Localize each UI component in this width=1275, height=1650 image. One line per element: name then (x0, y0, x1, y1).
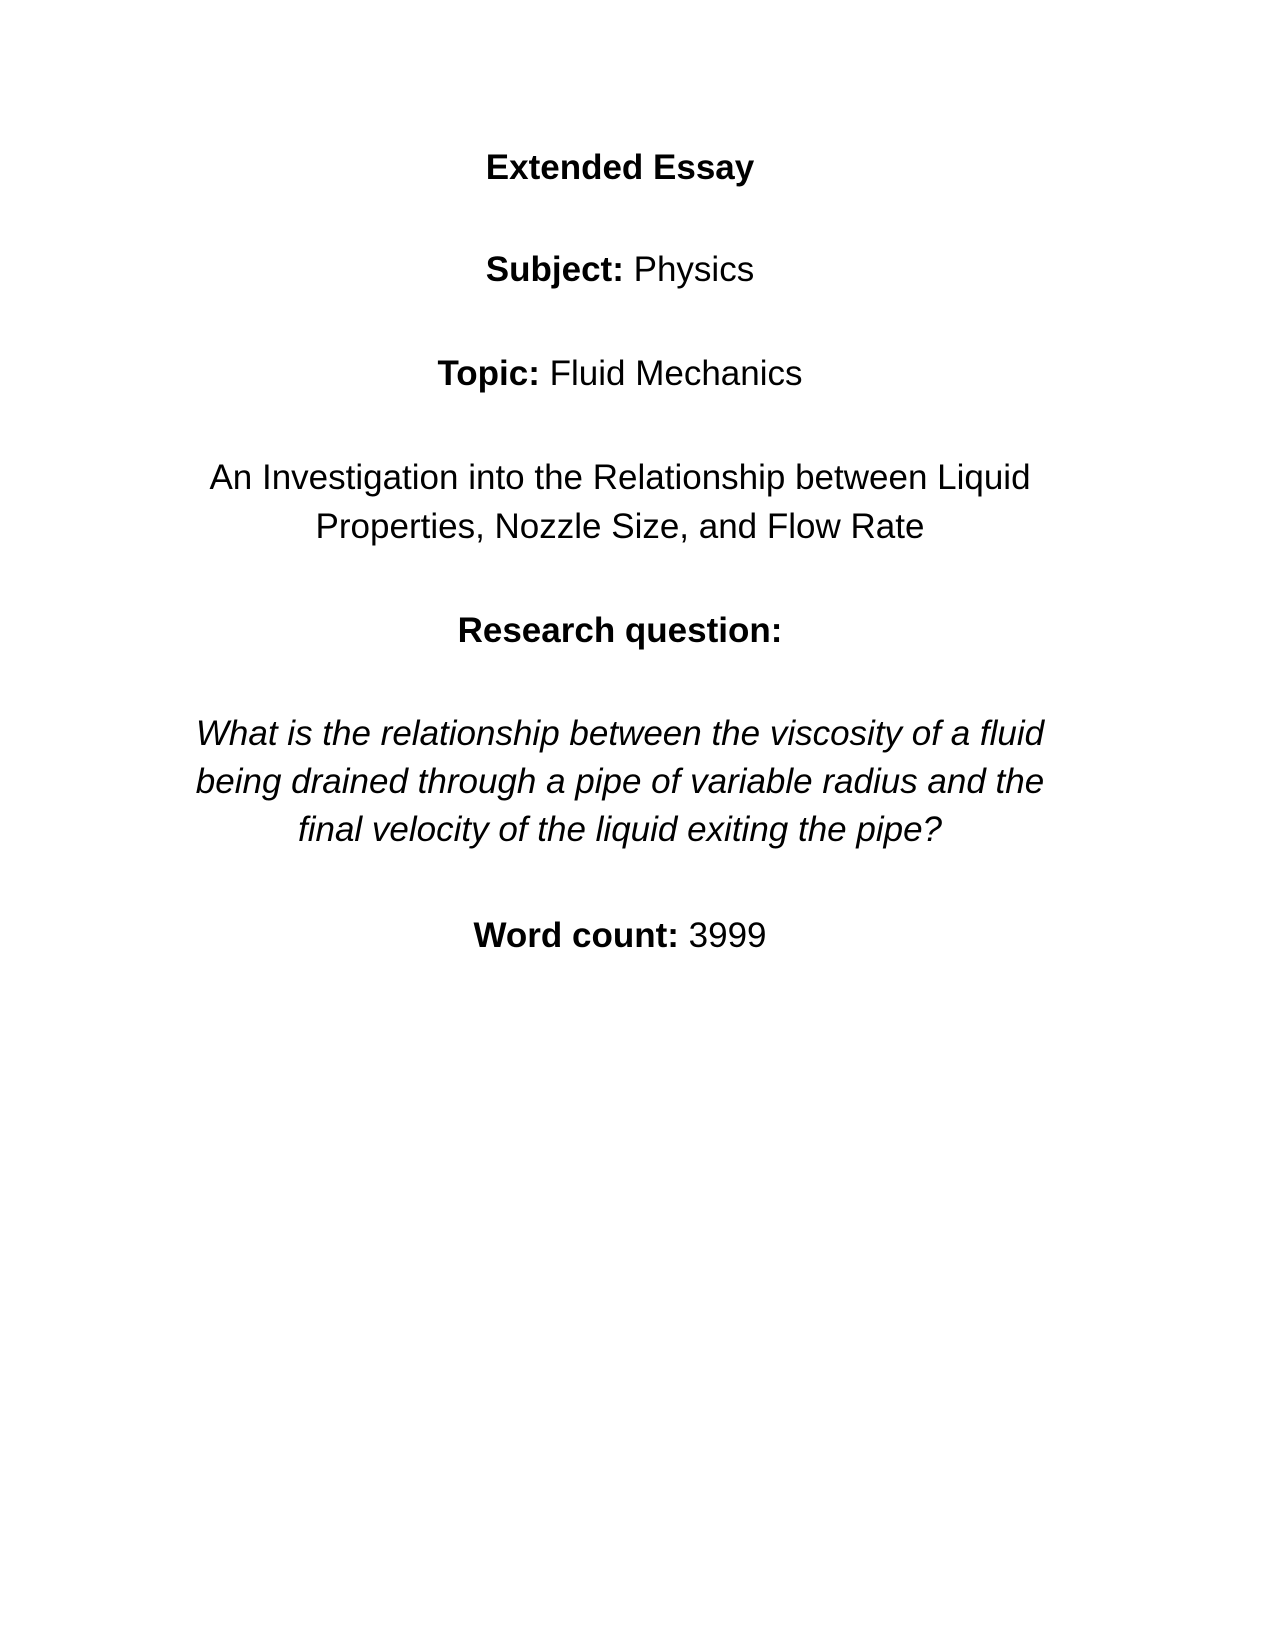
word-count-line (0, 912, 1240, 960)
research-question-line-1: What is the relationship between the viscosity of a fluid (195, 714, 1045, 753)
research-question-line-3: final velocity of the liquid exiting the pipe? (297, 810, 942, 849)
essay-title-line-1: An Investigation into the Relationship between Liquid (209, 458, 1031, 497)
topic-line (0, 350, 1240, 398)
subject-value: Physics (633, 250, 755, 289)
topic-value: Fluid Mechanics (549, 354, 803, 393)
research-question-heading: Research question: (457, 611, 783, 650)
essay-title-line-2: Properties, Nozzle Size, and Flow Rate (315, 507, 925, 546)
word-count-label: Word count: (473, 916, 679, 955)
research-question-line-2: being drained through a pipe of variable radius and the (195, 762, 1045, 801)
subject-line (0, 246, 1240, 294)
topic-label: Topic: (437, 354, 540, 393)
document-title: Extended Essay (485, 148, 755, 187)
word-count-value: 3999 (688, 916, 767, 955)
subject-label: Subject: (485, 250, 624, 289)
